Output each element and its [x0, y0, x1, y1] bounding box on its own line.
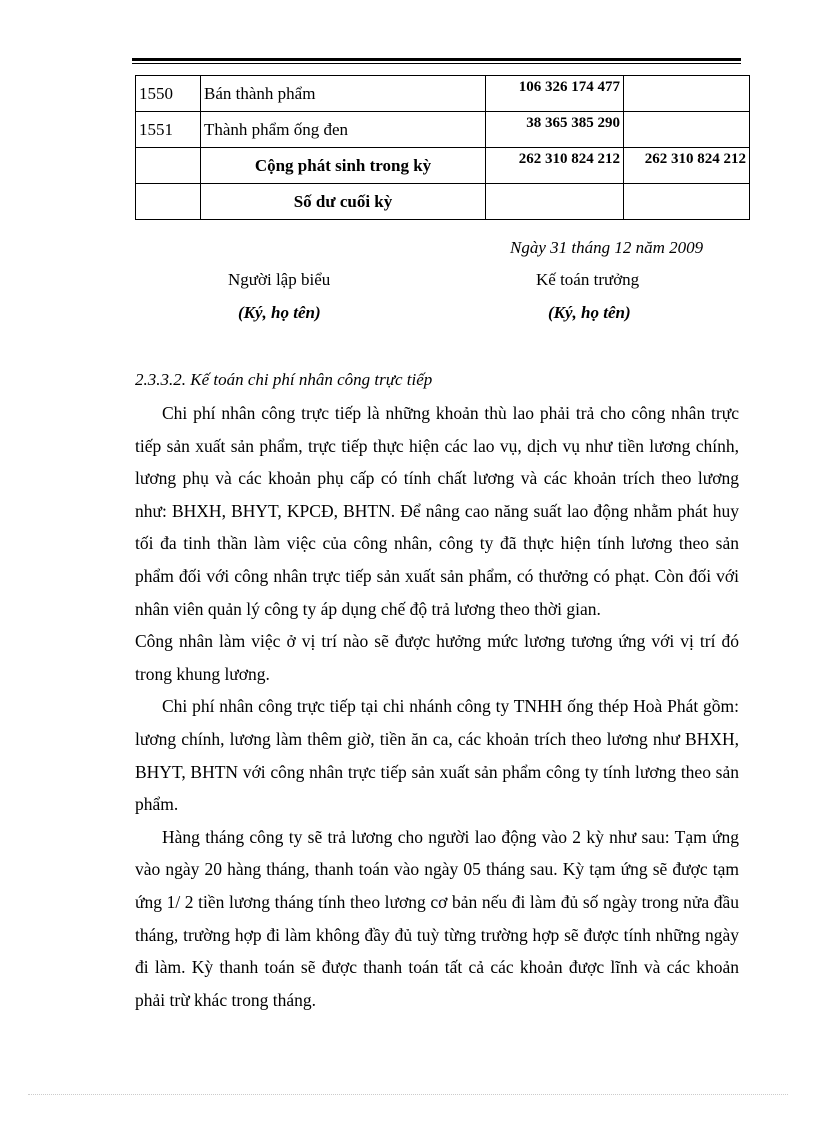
table-row — [136, 184, 750, 220]
credit-amount — [624, 112, 750, 148]
closing-balance-label: Số dư cuối kỳ — [201, 184, 486, 220]
body-text — [135, 397, 739, 1016]
preparer-title: Người lập biểu — [228, 270, 331, 289]
credit-amount — [624, 184, 750, 220]
section-heading: 2.3.3.2. Kế toán chi phí nhân công trực tiếp — [135, 370, 433, 389]
paragraph: Chi phí nhân công trực tiếp là những khoản thù lao phải trả cho công nhân trực tiếp sản xuất sản phẩm, trực tiếp thực hiện các lao vụ, dịch vụ như tiền lương chính, lương phụ và các khoản phụ cấp có tính chất lương và các khoản trích theo lương như: BHXH, BHYT, KPCĐ, BHTN. Để nâng cao năng suất lao động nhằm phát huy tối đa tinh thần làm việc của công nhân, công ty đã thực hiện tính lương theo sản phẩm đối với công nhân trực tiếp sản xuất sản phẩm, có thưởng có phạt. Còn đối với nhân viên quản lý công ty áp dụng chế độ trả lương theo thời gian. — [135, 403, 739, 619]
table-row — [136, 148, 750, 184]
header-double-rule-thick — [132, 58, 741, 61]
account-name: Thành phẩm ống đen — [201, 112, 486, 148]
paragraph: Hàng tháng công ty sẽ trả lương cho người lao động vào 2 kỳ như sau: Tạm ứng vào ngày 20 hàng tháng, thanh toán vào ngày 05 tháng sau. Kỳ tạm ứng sẽ được tạm ứng 1/ 2 tiền lương tháng tính theo lương cơ bản nếu đi làm đủ số ngày trong nửa đầu tháng, trường hợp đi làm không đầy đủ tuỳ từng trường hợp sẽ được tính những ngày đi làm. Kỳ thanh toán sẽ được thanh toán tất cả các khoản được lĩnh và các khoản phải trừ khác trong tháng. — [135, 826, 739, 1010]
debit-amount: 262 310 824 212 — [486, 148, 624, 184]
table-row — [136, 112, 750, 148]
debit-amount: 106 326 174 477 — [486, 76, 624, 112]
account-code — [136, 148, 201, 184]
paragraph: Công nhân làm việc ở vị trí nào sẽ được hưởng mức lương tương ứng với vị trí đó trong khung lương. — [135, 631, 739, 684]
account-code — [136, 184, 201, 220]
table-row — [136, 76, 750, 112]
signature-date: Ngày 31 tháng 12 năm 2009 — [510, 238, 704, 257]
credit-amount: 262 310 824 212 — [624, 148, 750, 184]
header-double-rule-thin — [132, 63, 741, 64]
credit-amount — [624, 76, 750, 112]
total-label: Cộng phát sinh trong kỳ — [201, 148, 486, 184]
chief-accountant-title: Kế toán trưởng — [536, 270, 640, 289]
page-footer-divider — [28, 1094, 788, 1095]
chief-sign-note: (Ký, họ tên) — [548, 303, 631, 322]
account-name: Bán thành phẩm — [201, 76, 486, 112]
preparer-sign-note: (Ký, họ tên) — [238, 303, 321, 322]
account-code: 1551 — [136, 112, 201, 148]
debit-amount: 38 365 385 290 — [486, 112, 624, 148]
account-code: 1550 — [136, 76, 201, 112]
paragraph: Chi phí nhân công trực tiếp tại chi nhánh công ty TNHH ống thép Hoà Phát gồm: lương chính, lương làm thêm giờ, tiền ăn ca, các khoản trích theo lương như BHXH, BHYT, BHTN với công nhân trực tiếp sản xuất sản phẩm công ty tính lương theo sản phẩm. — [135, 696, 739, 815]
debit-amount — [486, 184, 624, 220]
ledger-table — [135, 75, 750, 220]
